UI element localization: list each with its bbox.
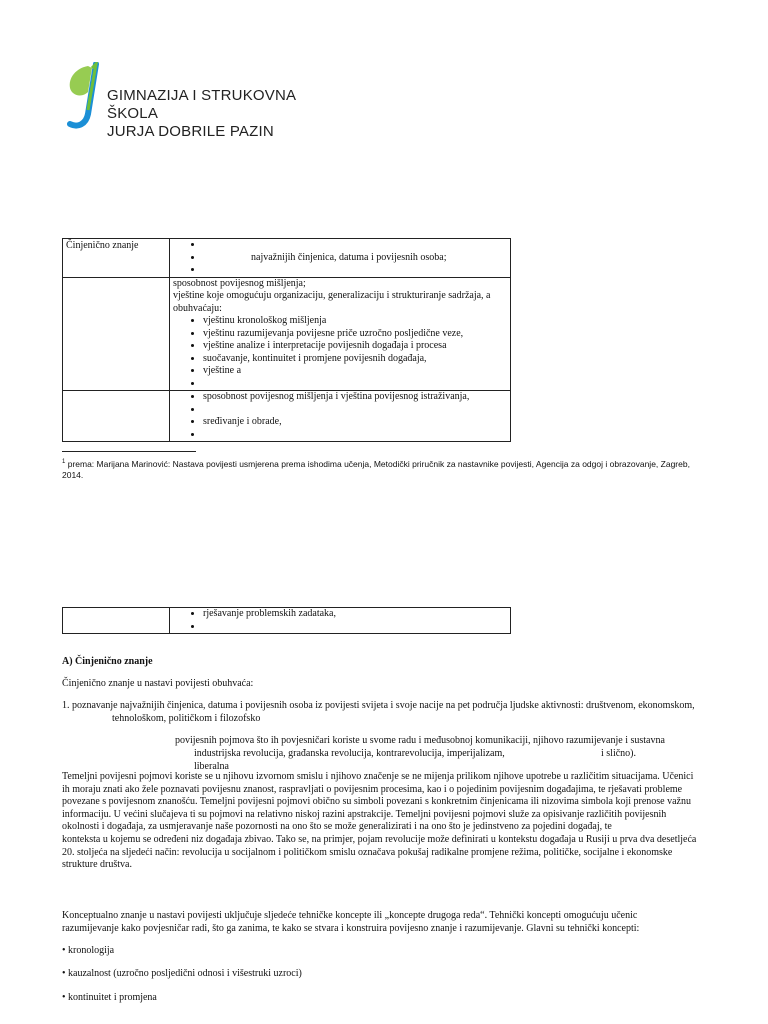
- list-item: • sposobnost povijesnog mišljenja i vještina povijesnog istraživanja,: [203, 391, 507, 404]
- table-row: [63, 239, 511, 278]
- list-item-text: najvažnijih činjenica, datuma i povijesnih osoba;: [251, 251, 447, 263]
- row-label: Činjenično znanje: [66, 240, 139, 251]
- concept-item: • kronologija: [62, 945, 115, 956]
- list-item: • vještine a: [203, 365, 507, 378]
- list-item: • vještine analize i interpretacije povijesnih događaja i procesa: [203, 340, 507, 353]
- list-item-2-line2-end: i slično).: [601, 748, 636, 759]
- paragraph: [62, 910, 712, 935]
- paragraph-line: informaciju. U većini slučajeva ti su pojmovi na relativno niskoj razini apstrakcije. Temeljni povijesni pojmovi služe za opisivanje različitih povijesnih: [62, 808, 667, 820]
- table-cell-content: [170, 391, 511, 442]
- list-item: • sređivanje i obrade,: [203, 416, 507, 429]
- footnote-divider: [62, 451, 196, 452]
- cell-line: vještine koje omogućuju organizaciju, generalizaciju i strukturiranje sadržaja, a: [173, 290, 491, 301]
- school-name-line2: JURJA DOBRILE PAZIN: [107, 123, 274, 140]
- concept-item: • kontinuitet i promjena: [62, 992, 157, 1003]
- concept-item: • kauzalnost (uzročno posljedični odnosi i višestruki uzroci): [62, 968, 302, 979]
- paragraph: [62, 771, 712, 872]
- list-item: • vještinu razumijevanja povijesne priče uzročno posljedične veze,: [203, 328, 507, 341]
- list-item: • vještinu kronološkog mišljenja: [203, 315, 507, 328]
- list-item-2-line1: povijesnih pojmova što ih povjesničari koriste u svome radu i međusobnoj komunikaciji, njihovo razumijevanje i sustavna: [175, 735, 665, 746]
- table-cell-content: [170, 277, 511, 391]
- table-row: [63, 391, 511, 442]
- paragraph-line: razumijevanje kako povjesničar radi, što ga zanima, te kako se stvara i konstruira povijesno znanje i razumijevanje. Glavni su tehnički koncepti:: [62, 922, 640, 934]
- outcomes-table: [62, 238, 511, 442]
- list-item: • suočavanje, kontinuitet i promjene povijesnih događaja,: [203, 353, 507, 366]
- paragraph-line: Konceptualno znanje u nastavi povijesti uključuje sljedeće tehničke koncepte ili „koncepte drugoga reda“. Tehnički koncepti omogućuju učenic: [62, 910, 638, 921]
- bullet-list: [173, 315, 507, 390]
- outcomes-table-continued: [62, 607, 511, 634]
- table-cell-label: [63, 277, 170, 391]
- table-cell-content: [170, 608, 511, 634]
- list-item: [203, 252, 507, 265]
- table-row: [63, 608, 511, 634]
- table-cell-label: [63, 608, 170, 634]
- paragraph-line: 20. stoljeća na sljedeći način: revolucija u socijalnom i političkom smislu označava pokušaj radikalne promjene režima, političke, socijalne i ekonomske: [62, 846, 673, 858]
- paragraph-line: strukture društva.: [62, 859, 132, 871]
- bullet-list: [173, 608, 507, 633]
- table-cell-label: [63, 239, 170, 278]
- paragraph-line: ih moraju znati ako žele poznavati povijesnu znanost, raspravljati o povijesnim procesima, kao i o pojedinim povijesnim događajima, te rješavati probleme: [62, 783, 683, 795]
- paragraph-line: Temeljni povijesni pojmovi koriste se u njihovu izvornom smislu i njihovo značenje se ne mijenja prilikom njihove upotrebe u različitim situacijama. Učenici: [62, 771, 694, 782]
- bullet-list: [173, 391, 507, 441]
- cell-line: obuhvaćaju:: [173, 302, 222, 314]
- school-name-line1: GIMNAZIJA I STRUKOVNA ŠKOLA: [107, 87, 296, 122]
- cell-line: sposobnost povijesnog mišljenja;: [173, 277, 306, 289]
- paragraph-line: okolnosti i događaja, za usmjeravanje naše pozornosti na ono što se može generalizirati i na ono što je jedinstveno za pojedini događaj, te: [62, 821, 612, 833]
- table-cell-label: [63, 391, 170, 442]
- section-heading: A) Činjenično znanje: [62, 656, 153, 667]
- footnote-text: prema: Marijana Marinović: Nastava povijesti usmjerena prema ishodima učenja, Metodički priručnik za nastavnike povijesti, Agencija za odgoj i obrazovanje, Zagreb, 2014.: [62, 458, 690, 480]
- table-cell-content: [170, 239, 511, 278]
- school-logo: [62, 62, 332, 140]
- school-name: [107, 87, 332, 141]
- list-item-1-line2: tehnološkom, političkom i filozofsko: [112, 713, 261, 724]
- table-row: [63, 277, 511, 391]
- list-item-2-line2: industrijska revolucija, građanska revolucija, kontrarevolucija, imperijalizam, liberalna: [194, 748, 505, 772]
- school-logo-icon: [62, 62, 106, 132]
- list-item: [203, 621, 507, 634]
- list-item-1-line1: 1. poznavanje najvažnijih činjenica, datuma i povijesnih osoba iz povijesti svijeta i svoje nacije na pet područja ljudske aktivnosti: društvenom, ekonomskom,: [62, 700, 695, 711]
- list-item: [203, 239, 507, 252]
- section-intro: Činjenično znanje u nastavi povijesti obuhvaća:: [62, 678, 254, 689]
- list-item: [203, 378, 507, 391]
- footnote-number: 1: [62, 459, 66, 465]
- paragraph-line: povezane s povijesnom znanošću. Temeljni povijesni pojmovi obično su simboli povezani s konkretnim činjenicama ili nizovima simbola koji prenose važnu: [62, 796, 691, 808]
- list-item: [203, 429, 507, 442]
- bullet-list: [173, 239, 507, 277]
- list-item: • rješavanje problemskih zadataka,: [203, 608, 507, 621]
- footnote: [62, 457, 712, 481]
- paragraph-line: konteksta u kojemu se određeni niz događaja zbivao. Tako se, na primjer, pojam revolucije može definirati u kontekstu događaja u Rusiji u prva dva desetljeća: [62, 833, 697, 845]
- list-item: [203, 264, 507, 277]
- list-item: [203, 404, 507, 417]
